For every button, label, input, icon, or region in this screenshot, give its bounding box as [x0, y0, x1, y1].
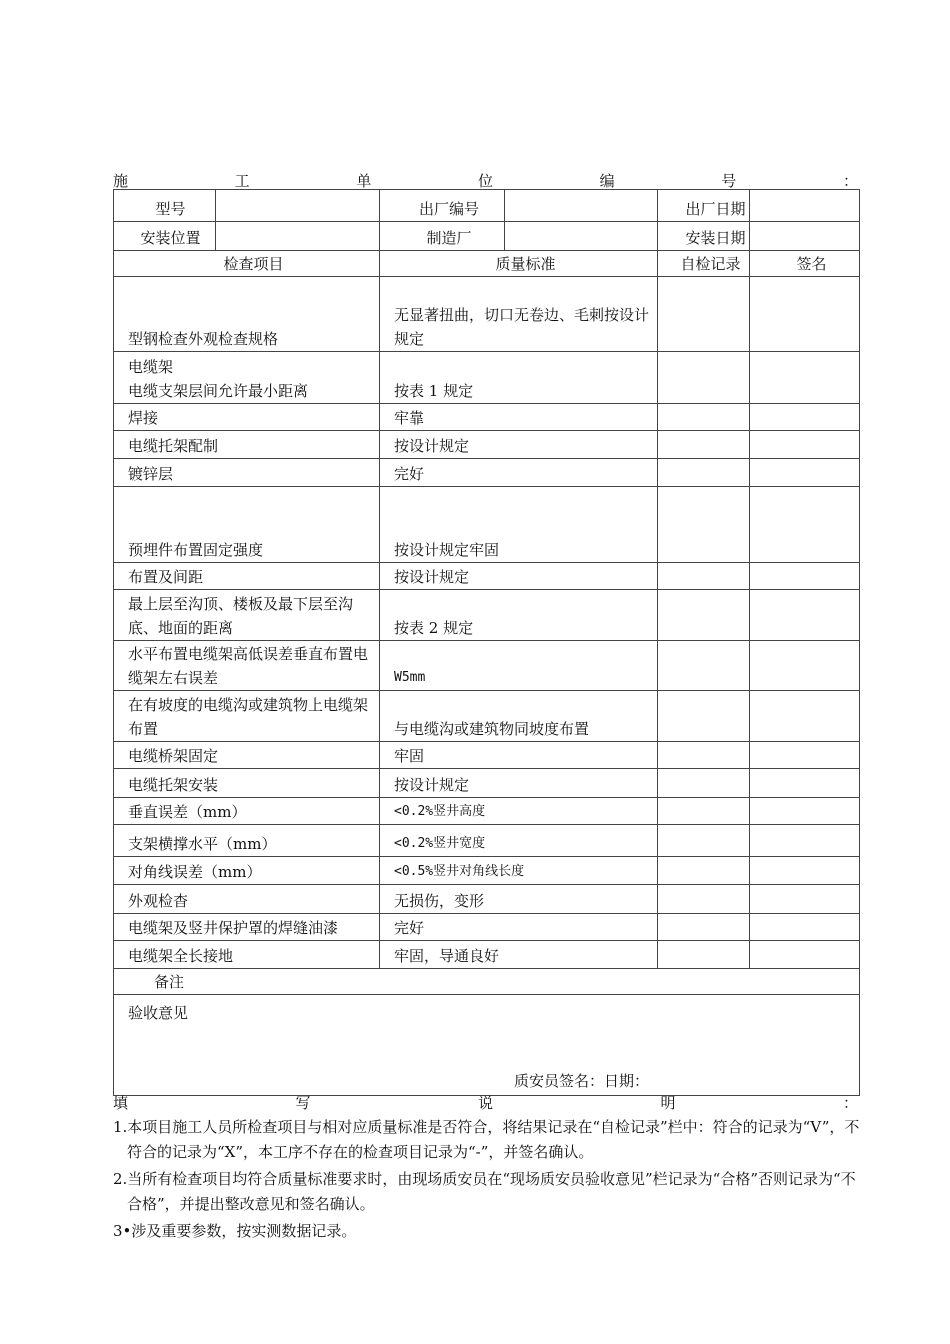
title-char: 明 [660, 1094, 676, 1112]
signature-cell[interactable] [750, 277, 860, 352]
signature-cell[interactable] [750, 459, 860, 487]
signature-cell[interactable] [750, 825, 860, 857]
serial-label: 出厂编号 [380, 190, 505, 222]
self-check-cell[interactable] [658, 769, 750, 798]
row-item: 镀锌层 [114, 459, 380, 487]
self-check-cell[interactable] [658, 742, 750, 769]
inspection-table [113, 189, 860, 1096]
header-char: 位 [477, 172, 493, 190]
self-check-cell[interactable] [658, 277, 750, 352]
location-label: 安装位置 [114, 222, 216, 251]
factory-date-field[interactable] [750, 190, 860, 222]
row-item: 预埋件布置固定强度 [114, 487, 380, 563]
col-item: 检查项目 [114, 251, 380, 277]
sign-date-label: 质安员签名：日期： [514, 1072, 650, 1090]
row-item: 水平布置电缆架高低误差垂直布置电缆架左右误差 [114, 641, 380, 691]
row-item: 在有坡度的电缆沟或建筑物上电缆架布置 [114, 691, 380, 742]
note-3: 3•涉及重要参数，按实测数据记录。 [113, 1222, 357, 1240]
instructions-title [113, 1094, 858, 1112]
title-char: ： [842, 1094, 858, 1112]
table-row [114, 885, 860, 914]
signature-cell[interactable] [750, 885, 860, 914]
table-row [114, 277, 860, 352]
table-row [114, 352, 860, 404]
signature-cell[interactable] [750, 404, 860, 431]
self-check-cell[interactable] [658, 941, 750, 969]
header-char: ： [842, 172, 858, 190]
signature-cell[interactable] [750, 431, 860, 459]
title-char: 说 [477, 1094, 493, 1112]
info-row-2 [114, 222, 860, 251]
table-row [114, 769, 860, 798]
table-row [114, 798, 860, 825]
table-row [114, 431, 860, 459]
table-row [114, 941, 860, 969]
row-standard: 按设计规定牢固 [380, 487, 658, 563]
signature-cell[interactable] [750, 742, 860, 769]
self-check-cell[interactable] [658, 590, 750, 641]
row-item: 电缆桥架固定 [114, 742, 380, 769]
unit-number-header [113, 172, 858, 190]
row-standard: <0.2%竖井宽度 [380, 825, 658, 857]
row-standard: 完好 [380, 459, 658, 487]
instructions-notes [113, 1115, 861, 1246]
signature-cell[interactable] [750, 641, 860, 691]
row-standard: 按设计规定 [380, 563, 658, 590]
row-standard: W5mm [380, 641, 658, 691]
self-check-cell[interactable] [658, 691, 750, 742]
self-check-cell[interactable] [658, 404, 750, 431]
self-check-cell[interactable] [658, 885, 750, 914]
col-signature: 签名 [750, 251, 860, 277]
self-check-cell[interactable] [658, 459, 750, 487]
row-standard: 牢固 [380, 742, 658, 769]
row-item: 型钢检查外观检查规格 [114, 277, 380, 352]
row-item: 支架横撑水平（mm） [114, 825, 380, 857]
table-row [114, 857, 860, 885]
row-item: 垂直误差（mm） [114, 798, 380, 825]
signature-cell[interactable] [750, 352, 860, 404]
row-item: 电缆托架配制 [114, 431, 380, 459]
row-item: 电缆架 电缆支架层间允许最小距离 [114, 352, 380, 404]
header-char: 单 [356, 172, 372, 190]
install-date-field[interactable] [750, 222, 860, 251]
col-self-check: 自检记录 [658, 251, 750, 277]
self-check-cell[interactable] [658, 798, 750, 825]
header-char: 号 [721, 172, 737, 190]
title-char: 填 [113, 1094, 129, 1112]
row-item: 电缆托架安装 [114, 769, 380, 798]
row-standard: 牢固，导通良好 [380, 941, 658, 969]
self-check-cell[interactable] [658, 857, 750, 885]
install-date-label: 安装日期 [658, 222, 750, 251]
row-item: 对角线误差（mm） [114, 857, 380, 885]
header-char: 工 [234, 172, 250, 190]
row-standard: 完好 [380, 914, 658, 941]
signature-cell[interactable] [750, 798, 860, 825]
self-check-cell[interactable] [658, 563, 750, 590]
row-standard: 按设计规定 [380, 431, 658, 459]
opinion-label: 验收意见 [128, 1004, 189, 1022]
row-standard: 牢靠 [380, 404, 658, 431]
row-standard: 无损伤，变形 [380, 885, 658, 914]
table-row [114, 914, 860, 941]
signature-cell[interactable] [750, 563, 860, 590]
note-1: 1.本项目施工人员所检查项目与相对应质量标准是否符合，将结果记录在“自检记录”栏中：符合的记录为“V”，不符合的记录为“X”，本工序不存在的检查项目记录为“-”，并签名确认。 [113, 1118, 860, 1161]
table-row [114, 641, 860, 691]
self-check-cell[interactable] [658, 352, 750, 404]
signature-cell[interactable] [750, 487, 860, 563]
header-char: 编 [599, 172, 615, 190]
signature-cell[interactable] [750, 941, 860, 969]
note-2: 2.当所有检查项目均符合质量标准要求时，由现场质安员在“现场质安员验收意见”栏记录为“合格”否则记录为“不合格”，并提出整改意见和签名确认。 [113, 1170, 856, 1213]
row-item: 外观检杳 [114, 885, 380, 914]
self-check-cell[interactable] [658, 641, 750, 691]
factory-date-label: 出厂日期 [658, 190, 750, 222]
row-standard: 按表 2 规定 [380, 590, 658, 641]
location-field[interactable] [216, 222, 380, 251]
self-check-cell[interactable] [658, 914, 750, 941]
row-item: 电缆架全长接地 [114, 941, 380, 969]
maker-field[interactable] [505, 222, 658, 251]
signature-cell[interactable] [750, 914, 860, 941]
row-standard: <0.5%竖井对角线长度 [380, 857, 658, 885]
model-field[interactable] [216, 190, 380, 222]
self-check-cell[interactable] [658, 487, 750, 563]
serial-field[interactable] [505, 190, 658, 222]
opinion-cell[interactable] [114, 995, 860, 1096]
maker-label: 制造厂 [380, 222, 505, 251]
col-standard: 质量标准 [380, 251, 658, 277]
table-row [114, 742, 860, 769]
row-standard: 按表 1 规定 [380, 352, 658, 404]
table-row [114, 590, 860, 641]
table-row [114, 459, 860, 487]
self-check-cell[interactable] [658, 431, 750, 459]
self-check-cell[interactable] [658, 825, 750, 857]
title-char: 写 [295, 1094, 311, 1112]
model-label: 型号 [114, 190, 216, 222]
signature-cell[interactable] [750, 769, 860, 798]
opinion-row [114, 995, 860, 1096]
row-item: 布置及间距 [114, 563, 380, 590]
table-row [114, 825, 860, 857]
signature-cell[interactable] [750, 857, 860, 885]
row-standard: 无显著扭曲，切口无卷边、毛刺按设计规定 [380, 277, 658, 352]
table-row [114, 563, 860, 590]
row-item: 电缆架及竖井保护罩的焊缝油漆 [114, 914, 380, 941]
remarks-label: 备注 [114, 969, 860, 995]
remarks-row [114, 969, 860, 995]
info-row-1 [114, 190, 860, 222]
table-row [114, 691, 860, 742]
table-row [114, 404, 860, 431]
signature-cell[interactable] [750, 691, 860, 742]
table-row [114, 487, 860, 563]
row-standard: <0.2%竖井高度 [380, 798, 658, 825]
signature-cell[interactable] [750, 590, 860, 641]
row-item: 最上层至沟顶、楼板及最下层至沟底、地面的距离 [114, 590, 380, 641]
row-item: 焊接 [114, 404, 380, 431]
header-char: 施 [113, 172, 129, 190]
column-header-row [114, 251, 860, 277]
row-standard: 按设计规定 [380, 769, 658, 798]
row-standard: 与电缆沟或建筑物同坡度布置 [380, 691, 658, 742]
